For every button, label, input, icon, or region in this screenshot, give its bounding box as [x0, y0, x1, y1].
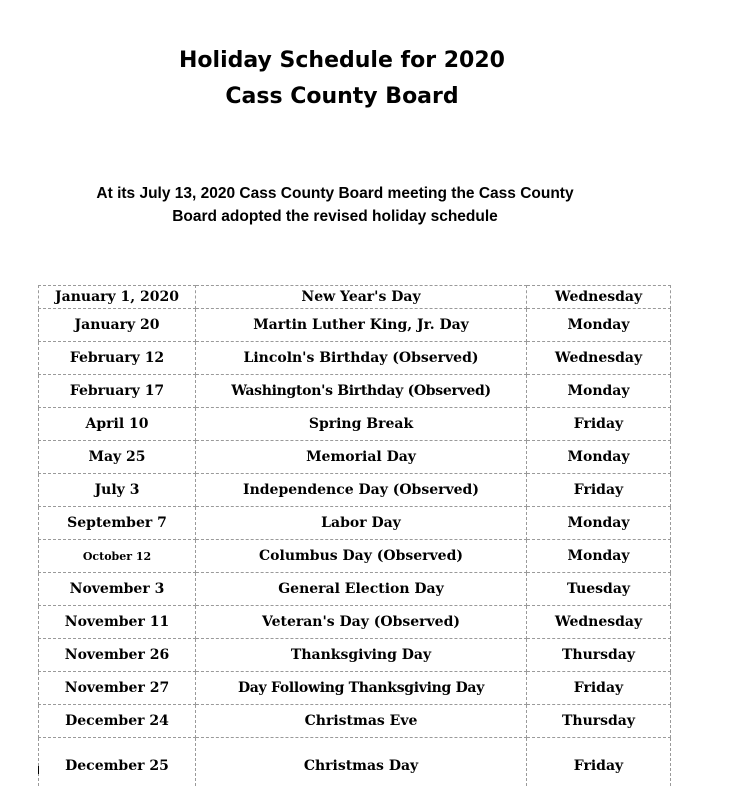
table-row	[39, 441, 671, 474]
holiday-weekday: Thursday	[527, 639, 671, 672]
holiday-weekday: Thursday	[527, 705, 671, 738]
page-subtitle: Cass County Board	[0, 86, 684, 108]
holiday-weekday: Wednesday	[527, 342, 671, 375]
table-row	[39, 606, 671, 639]
holiday-name: Columbus Day (Observed)	[196, 540, 527, 573]
holiday-weekday: Friday	[527, 672, 671, 705]
holiday-name: Independence Day (Observed)	[196, 474, 527, 507]
table-row	[39, 639, 671, 672]
holiday-date: November 26	[39, 639, 196, 672]
holiday-name: Veteran's Day (Observed)	[196, 606, 527, 639]
holiday-name: Lincoln's Birthday (Observed)	[196, 342, 527, 375]
holiday-weekday: Wednesday	[527, 286, 671, 309]
holiday-weekday: Wednesday	[527, 606, 671, 639]
holiday-date: September 7	[39, 507, 196, 540]
holiday-name: General Election Day	[196, 573, 527, 606]
holiday-weekday: Monday	[527, 540, 671, 573]
holiday-weekday: Monday	[527, 309, 671, 342]
table-row	[39, 540, 671, 573]
holiday-name: Martin Luther King, Jr. Day	[196, 309, 527, 342]
holiday-name: Thanksgiving Day	[196, 639, 527, 672]
holiday-date: July 3	[39, 474, 196, 507]
holiday-name: Labor Day	[196, 507, 527, 540]
holiday-weekday: Tuesday	[527, 573, 671, 606]
holiday-date: February 17	[39, 375, 196, 408]
holiday-schedule-table	[38, 285, 671, 786]
intro-line-2: Board adopted the revised holiday schedule	[172, 208, 498, 225]
holiday-name: Spring Break	[196, 408, 527, 441]
table-row	[39, 705, 671, 738]
intro-line-1: At its July 13, 2020 Cass County Board meeting the Cass County	[96, 185, 573, 202]
holiday-date: January 20	[39, 309, 196, 342]
holiday-date: April 10	[39, 408, 196, 441]
holiday-weekday: Friday	[527, 408, 671, 441]
holiday-date: December 25	[39, 738, 196, 786]
holiday-date: December 24	[39, 705, 196, 738]
holiday-name: Washington's Birthday (Observed)	[196, 375, 527, 408]
holiday-date: January 1, 2020	[39, 286, 196, 309]
table-row	[39, 408, 671, 441]
page-title: Holiday Schedule for 2020	[0, 50, 684, 72]
table-row	[39, 342, 671, 375]
holiday-date: November 3	[39, 573, 196, 606]
holiday-weekday: Monday	[527, 507, 671, 540]
holiday-date: February 12	[39, 342, 196, 375]
holiday-date: November 27	[39, 672, 196, 705]
table-row	[39, 573, 671, 606]
page-margin-mark	[38, 766, 39, 774]
holiday-name: Christmas Eve	[196, 705, 527, 738]
holiday-name: New Year's Day	[196, 286, 527, 309]
holiday-name: Memorial Day	[196, 441, 527, 474]
table-row	[39, 507, 671, 540]
intro-paragraph	[50, 182, 620, 228]
holiday-weekday: Friday	[527, 738, 671, 786]
table-row	[39, 375, 671, 408]
holiday-weekday: Monday	[527, 375, 671, 408]
table-row	[39, 672, 671, 705]
table-row	[39, 474, 671, 507]
table-row	[39, 738, 671, 786]
table-row	[39, 309, 671, 342]
holiday-date: October 12	[39, 540, 196, 573]
holiday-name: Christmas Day	[196, 738, 527, 786]
table-row	[39, 286, 671, 309]
holiday-date: November 11	[39, 606, 196, 639]
holiday-name: Day Following Thanksgiving Day	[196, 672, 527, 705]
holiday-weekday: Friday	[527, 474, 671, 507]
holiday-date: May 25	[39, 441, 196, 474]
holiday-weekday: Monday	[527, 441, 671, 474]
